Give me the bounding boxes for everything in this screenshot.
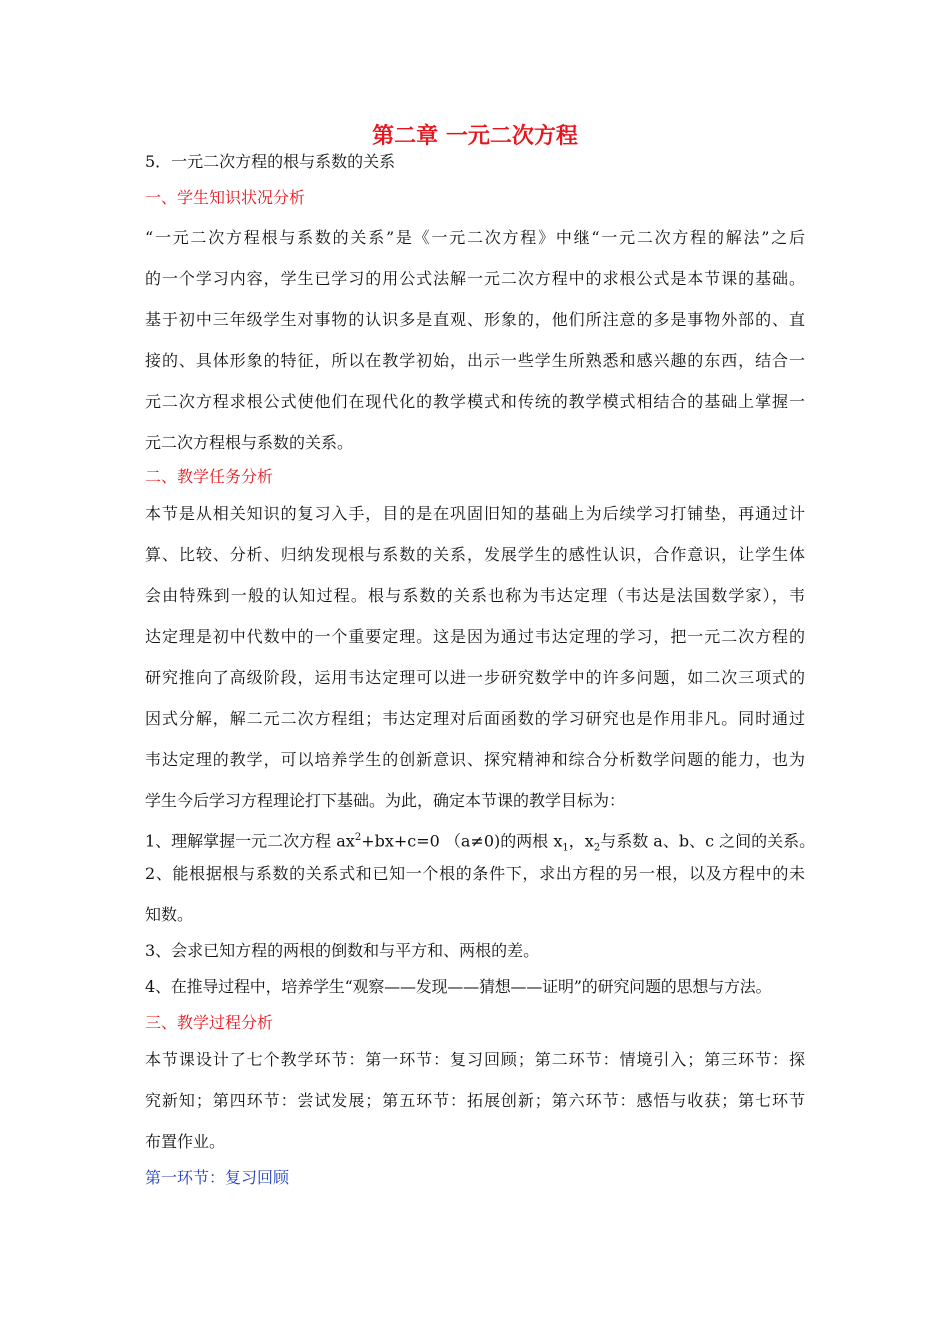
part1-line: “一元二次方程根与系数的关系”是《一元二次方程》中继“一元二次方程的解法”之后 [145,228,805,247]
part3-line: 究新知；第四环节：尝试发展；第五环节：拓展创新；第六环节：感悟与收获；第七环节 [145,1091,805,1110]
teaching-goal-2: 2、能根据根与系数的关系式和已知一个根的条件下，求出方程的另一根，以及方程中的未 [145,864,805,883]
part3-heading: 三、教学过程分析 [145,1013,274,1032]
goal1-suffix: 与系数 a、b、c 之间的关系。 [600,831,816,851]
part2-line: 学生今后学习方程理论打下基础。为此，确定本节课的教学目标为： [145,791,626,810]
part1-line: 元二次方程根与系数的关系。 [145,433,354,452]
part2-line: 算、比较、分析、归纳发现根与系数的关系，发展学生的感性认识，合作意识，让学生体 [145,545,805,564]
part2-line: 韦达定理的教学，可以培养学生的创新意识、探究精神和综合分析数学问题的能力，也为 [145,750,805,769]
goal1-mid: ，x [568,831,594,851]
exponent: 2 [354,832,362,843]
teaching-goal-2-cont: 知数。 [145,905,194,924]
subscript: 1 [562,842,569,854]
teaching-goal-1 [145,828,816,854]
part1-heading: 一、学生知识状况分析 [145,188,306,207]
part2-line: 会由特殊到一般的认知过程。根与系数的关系也称为韦达定理（韦达是法国数学家），韦 [145,586,805,605]
part3-line: 布置作业。 [145,1132,226,1151]
subscript: 2 [593,842,601,854]
teaching-goal-4: 4、在推导过程中，培养学生“观察——发现——猜想——证明”的研究问题的思想与方法。 [145,977,772,996]
part3-line: 本节课设计了七个教学环节：第一环节：复习回顾；第二环节：情境引入；第三环节：探 [145,1050,805,1069]
part1-line: 元二次方程求根公式使他们在现代化的教学模式和传统的教学模式相结合的基础上掌握一 [145,392,805,411]
part1-line: 基于初中三年级学生对事物的认识多是直观、形象的，他们所注意的多是事物外部的、直 [145,310,805,329]
part2-line: 研究推向了高级阶段，运用韦达定理可以进一步研究数学中的许多问题，如二次三项式的 [145,668,805,687]
chapter-title: 第二章 一元二次方程 [372,123,578,149]
link1-heading: 第一环节：复习回顾 [145,1168,290,1187]
part2-line: 因式分解，解二元二次方程组；韦达定理对后面函数的学习研究也是作用非凡。同时通过 [145,709,805,728]
section-heading: 5．一元二次方程的根与系数的关系 [145,152,396,171]
goal1-prefix: 1、理解掌握一元二次方程 ax [145,831,355,851]
goal1-mid: +bx+c=0 （a≠0)的两根 x [361,831,563,851]
part2-line: 本节是从相关知识的复习入手，目的是在巩固旧知的基础上为后续学习打铺垫，再通过计 [145,504,805,523]
teaching-goal-3: 3、会求已知方程的两根的倒数和与平方和、两根的差。 [145,941,540,960]
part1-line: 的一个学习内容，学生已学习的用公式法解一元二次方程中的求根公式是本节课的基础。 [145,269,805,288]
part2-line: 达定理是初中代数中的一个重要定理。这是因为通过韦达定理的学习，把一元二次方程的 [145,627,805,646]
part2-heading: 二、教学任务分析 [145,467,274,486]
part1-line: 接的、具体形象的特征，所以在教学初始，出示一些学生所熟悉和感兴趣的东西，结合一 [145,351,805,370]
